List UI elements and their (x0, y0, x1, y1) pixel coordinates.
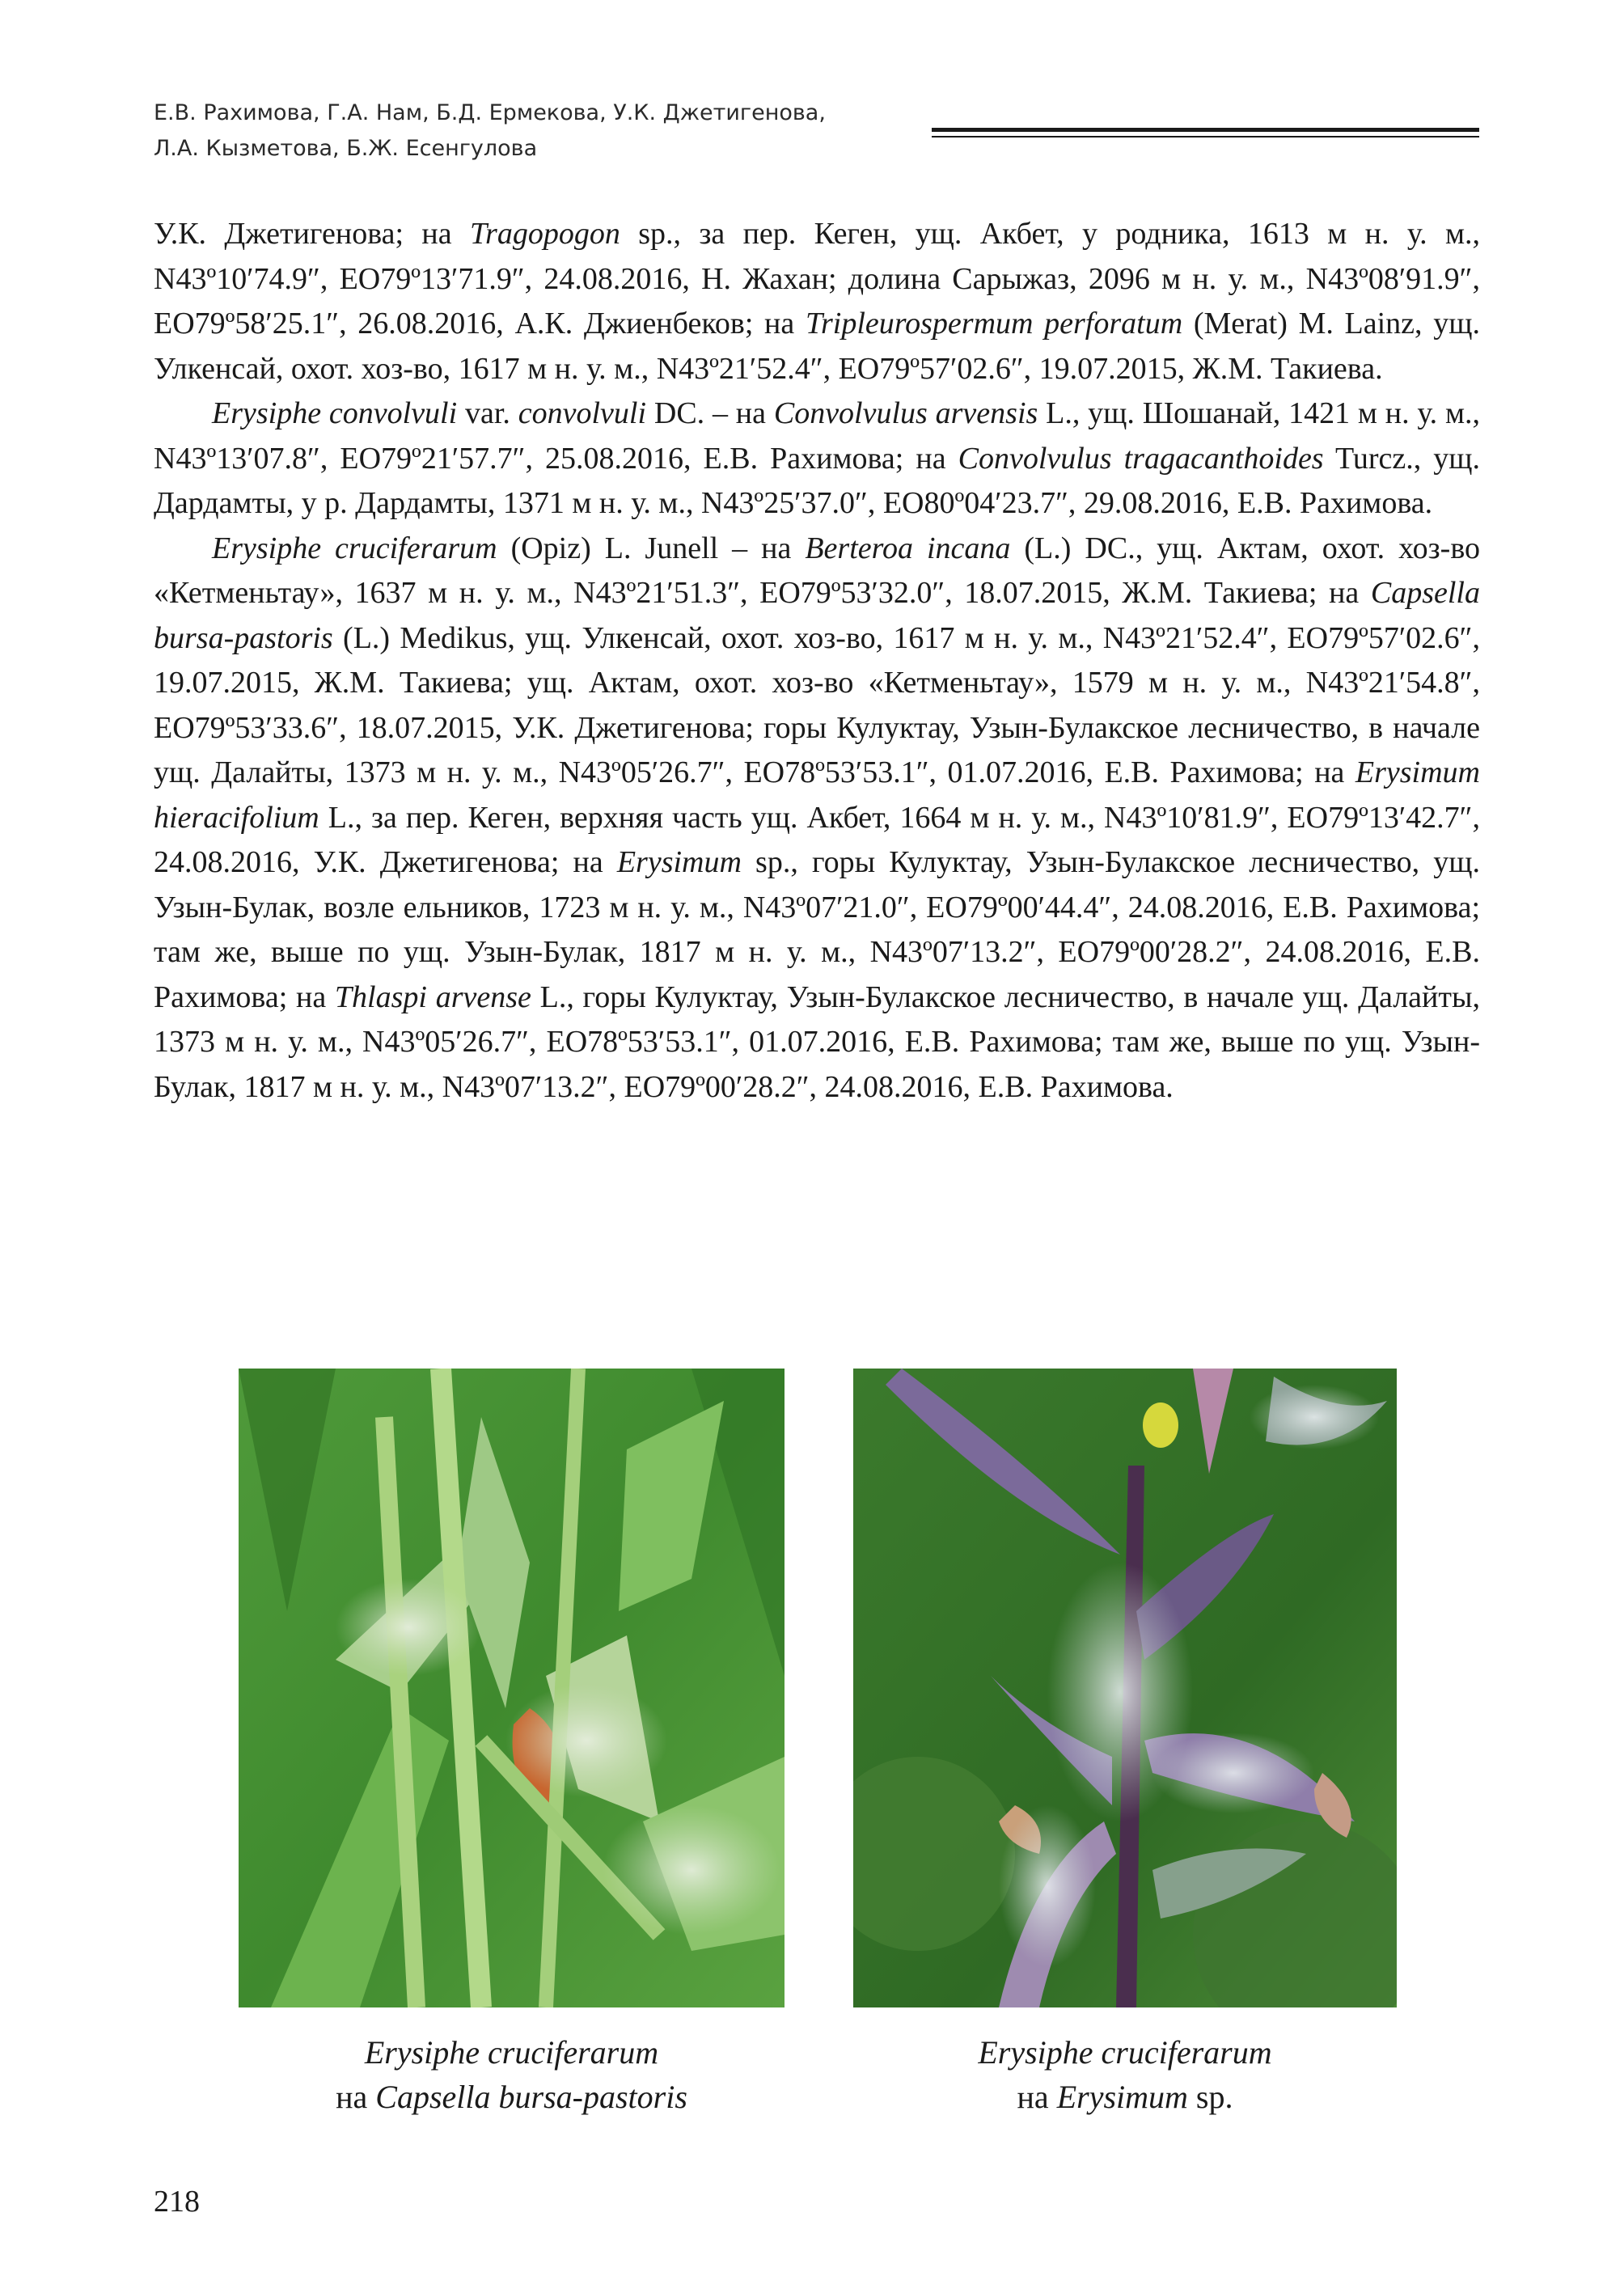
header-authors-line-1: Е.В. Рахимова, Г.А. Нам, Б.Д. Ермекова, У.К. Джетигенова, (154, 100, 826, 125)
taxon-name: Erysimum hieracifolium (154, 755, 1480, 835)
body-text (154, 212, 1480, 1110)
text-run: Turcz., ущ. Дардамты, у р. Дардамты, 1371 м н. у. м., N43º25′37.0″, EO80º04′23.7″, 29.08.2016, Е.В. Рахимова. (154, 441, 1480, 520)
text-run: sp., горы Кулуктау, Узын-Булакское лесничество, ущ. Узын-Булак, возле ельников, 1723 м н. у. м., N43º07′21.0″, EO79º00′44.4″, 24.08.2016, Е.В. Рахимова; там же, выше по ущ. Узын-Булак, 1817 м н. у. м., N43º07′13.2″, EO79º00′28.2″, 24.08.2016, Е.В. Рахимова; на (154, 845, 1481, 1014)
text-run: DC. – на (646, 396, 774, 430)
text-run: У.К. Джетигенова; на (154, 217, 470, 251)
figure-caption-right (853, 2030, 1397, 2119)
paragraph (154, 212, 1480, 391)
taxon-name: Tripleurospermum perforatum (805, 307, 1183, 341)
caption-host-line: на Erysimum sp. (1017, 2079, 1233, 2115)
taxon-name: Berteroa incana (805, 531, 1011, 565)
figure-caption-left (239, 2030, 785, 2119)
caption-species: Erysiphe cruciferarum (364, 2034, 659, 2071)
taxon-name: Thlaspi arvense (334, 979, 531, 1014)
text-run: L., горы Кулуктау, Узын-Булакское лесничество, в начале ущ. Далайты, 1373 м н. у. м., N43º05′26.7″, EO78º53′53.1″, 01.07.2016, Е.В. Рахимова; там же, выше по ущ. Узын-Булак, 1817 м н. у. м., N43º07′13.2″, EO79º00′28.2″, 24.08.2016, Е.В. Рахимова. (154, 979, 1481, 1104)
photo-erysimum-sp (853, 1369, 1397, 2007)
caption-host-line: на Capsella bursa-pastoris (336, 2079, 687, 2115)
taxon-name: Erysimum (616, 845, 742, 879)
header-rule-thin (932, 136, 1479, 137)
caption-species: Erysiphe cruciferarum (978, 2034, 1272, 2071)
text-run: (L.) Medikus, ущ. Улкенсай, охот. хоз-во, 1617 м н. у. м., N43º21′52.4″, EO79º57′02.6″, 19.07.2015, Ж.М. Такиева; ущ. Актам, охот. хоз-во «Кетменьтау», 1579 м н. у. м., N43º21′54.8″, EO79º53′33.6″, 18.07.2015, У.К. Джетигенова; горы Кулуктау, Узын-Булакское лесничество, в начале ущ. Далайты, 1373 м н. у. м., N43º05′26.7″, EO78º53′53.1″, 01.07.2016, Е.В. Рахимова; на (154, 620, 1480, 789)
taxon-name: Tragopogon (470, 217, 620, 251)
text-run: L., ущ. Шошанай, 1421 м н. у. м., N43º13′07.8″, EO79º21′57.7″, 25.08.2016, Е.В. Рахимова; на (154, 396, 1480, 476)
text-run: L., за пер. Кеген, верхняя часть ущ. Акбет, 1664 м н. у. м., N43º10′81.9″, EO79º13′42.7″, 24.08.2016, У.К. Джетигенова; на (154, 800, 1480, 879)
taxon-name: Convolvulus tragacanthoides (958, 441, 1324, 476)
taxon-name: convolvuli (518, 396, 647, 430)
text-run: (L.) DC., ущ. Актам, охот. хоз-во «Кетменьтау», 1637 м н. у. м., N43º21′51.3″, EO79º53′32.0″, 18.07.2015, Ж.М. Такиева; на (154, 531, 1481, 610)
header-authors-line-2: Л.А. Кызметова, Б.Ж. Есенгулова (154, 136, 538, 161)
text-run: var. (457, 396, 518, 430)
paragraph (154, 391, 1480, 527)
text-run: (Opiz) L. Junell – на (497, 531, 806, 565)
taxon-name: Convolvulus arvensis (773, 396, 1038, 430)
taxon-name: Erysiphe cruciferarum (212, 531, 497, 565)
page-number: 218 (154, 2185, 200, 2219)
paragraph (154, 527, 1480, 1111)
taxon-name: Capsella bursa-pastoris (154, 576, 1480, 655)
running-header-authors (154, 95, 922, 167)
photo-capsella-bursa-pastoris (239, 1369, 785, 2007)
taxon-name: Erysiphe convolvuli (212, 396, 458, 430)
header-rule-thick (932, 128, 1479, 132)
text-run: sp., за пер. Кеген, ущ. Акбет, у родника, 1613 м н. у. м., N43º10′74.9″, EO79º13′71.9″, 24.08.2016, Н. Жахан; долина Сарыжаз, 2096 м н. у. м., N43º08′91.9″, EO79º58′25.1″, 26.08.2016, А.К. Джиенбеков; на (154, 217, 1480, 341)
text-run: (Merat) M. Lainz, ущ. Улкенсай, охот. хоз-во, 1617 м н. у. м., N43º21′52.4″, EO79º57′02.6″, 19.07.2015, Ж.М. Такиева. (154, 307, 1480, 386)
